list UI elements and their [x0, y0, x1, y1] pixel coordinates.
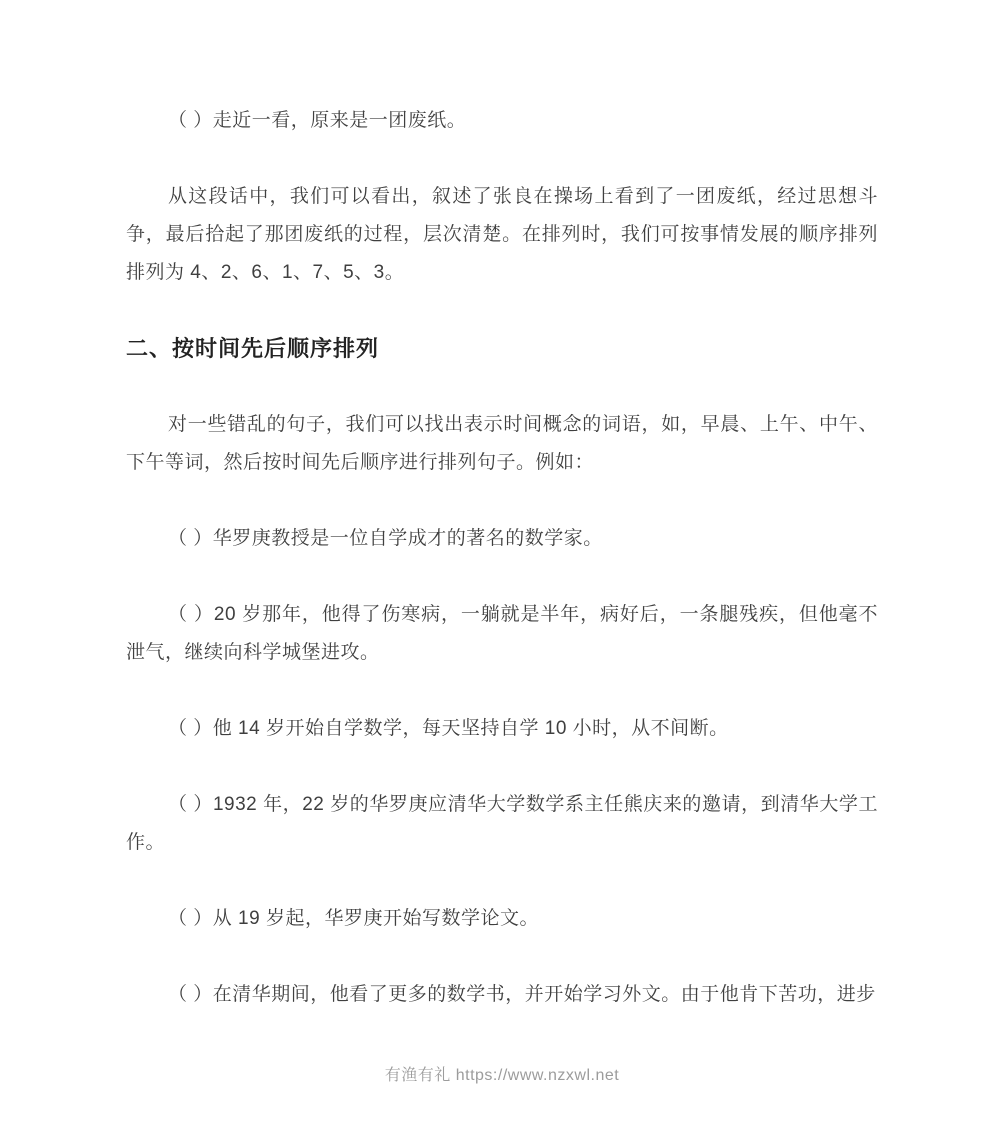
section1-analysis-paragraph: 从这段话中，我们可以看出，叙述了张良在操场上看到了一团废纸，经过思想斗争，最后拾起了那团废纸的过程，层次清楚。在排列时，我们可按事情发展的顺序排列排列为 4、2、6、1、7、5、3。	[126, 186, 878, 283]
section2-heading: 二、按时间先后顺序排列	[126, 336, 380, 361]
ordering-item-2: （ ）20 岁那年，他得了伤寒病，一躺就是半年，病好后，一条腿残疾，但他毫不泄气，继续向科学城堡进攻。	[126, 604, 878, 663]
page-footer	[0, 1064, 1004, 1088]
ordering-item-3: （ ）他 14 岁开始自学数学，每天坚持自学 10 小时，从不间断。	[168, 718, 729, 739]
ordering-item-6: （ ）在清华期间，他看了更多的数学书，并开始学习外文。由于他肯下苦功，进步	[168, 984, 876, 1005]
section2-intro-paragraph: 对一些错乱的句子，我们可以找出表示时间概念的词语，如，早晨、上午、中午、下午等词，然后按时间先后顺序进行排列句子。例如：	[126, 414, 878, 473]
ordering-item-1: （ ）华罗庚教授是一位自学成才的著名的数学家。	[168, 528, 603, 549]
ordering-item-5: （ ）从 19 岁起，华罗庚开始写数学论文。	[168, 908, 539, 929]
section1-ordering-item: （ ）走近一看，原来是一团废纸。	[168, 110, 467, 131]
ordering-item-4: （ ）1932 年，22 岁的华罗庚应清华大学数学系主任熊庆来的邀请，到清华大学工作。	[126, 794, 878, 853]
footer-watermark-text: 有渔有礼 https://www.nzxwl.net	[384, 1067, 620, 1084]
